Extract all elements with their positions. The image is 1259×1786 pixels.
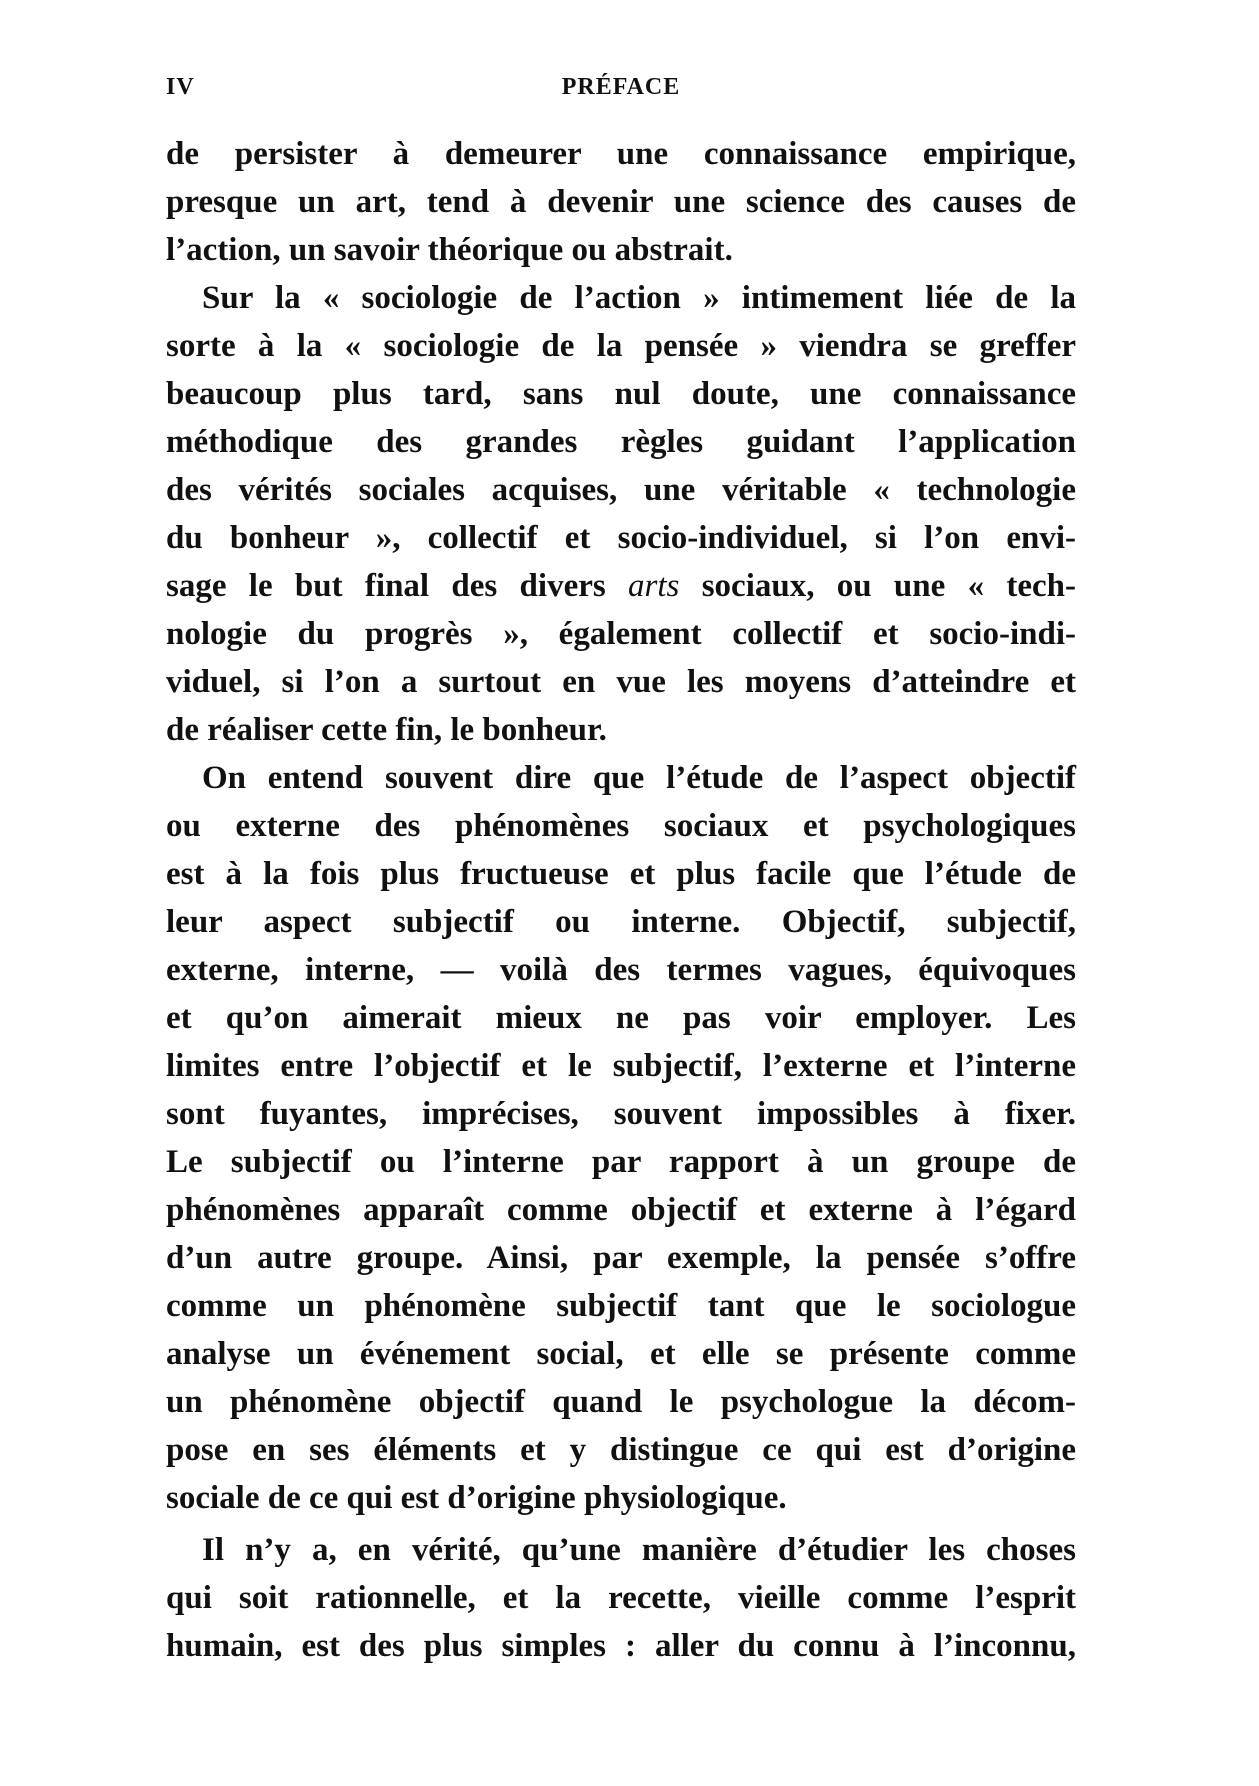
text-line: de persister à demeurer une connaissance empirique,	[166, 136, 1076, 172]
text-line: est à la fois plus fructueuse et plus facile que l’étude de	[166, 856, 1076, 892]
text-line: phénomènes apparaît comme objectif et externe à l’égard	[166, 1192, 1076, 1228]
page-body	[166, 130, 1076, 1670]
text-segment: sage le but final des divers	[166, 568, 606, 604]
text-line: limites entre l’objectif et le subjectif, l’externe et l’interne	[166, 1048, 1076, 1084]
text-line: nologie du progrès », également collectif et socio-indi-	[166, 616, 1076, 652]
text-line: d’un autre groupe. Ainsi, par exemple, la pensée s’offre	[166, 1240, 1076, 1276]
text-line: sociale de ce qui est d’origine physiologique.	[166, 1480, 787, 1516]
text-line: des vérités sociales acquises, une véritable « technologie	[166, 472, 1076, 508]
text-line: qui soit rationnelle, et la recette, vieille comme l’esprit	[166, 1580, 1076, 1616]
text-line: Il n’y a, en vérité, qu’une manière d’étudier les choses	[202, 1532, 1076, 1568]
paragraph-4	[166, 1526, 1076, 1670]
text-line: Le subjectif ou l’interne par rapport à un groupe de	[166, 1144, 1076, 1180]
text-line: On entend souvent dire que l’étude de l’aspect objectif	[202, 760, 1076, 796]
text-line-with-italic	[166, 562, 1076, 610]
text-line: ou externe des phénomènes sociaux et psychologiques	[166, 808, 1076, 844]
text-line: Sur la « sociologie de l’action » intimement liée de la	[202, 280, 1076, 316]
text-line: un phénomène objectif quand le psychologue la décom-	[166, 1384, 1076, 1420]
text-line: leur aspect subjectif ou interne. Objectif, subjectif,	[166, 904, 1076, 940]
text-line: du bonheur », collectif et socio-individuel, si l’on envi-	[166, 520, 1076, 556]
text-line: pose en ses éléments et y distingue ce qui est d’origine	[166, 1432, 1076, 1468]
text-segment: sociaux, ou une « tech-	[701, 568, 1077, 604]
running-title: PRÉFACE	[561, 74, 681, 100]
text-line: presque un art, tend à devenir une science des causes de	[166, 184, 1076, 220]
paragraph-1	[166, 130, 1076, 274]
text-line: de réaliser cette fin, le bonheur.	[166, 712, 607, 748]
text-line: analyse un événement social, et elle se présente comme	[166, 1336, 1076, 1372]
text-line: humain, est des plus simples : aller du connu à l’inconnu,	[166, 1628, 1076, 1664]
text-line: et qu’on aimerait mieux ne pas voir employer. Les	[166, 1000, 1076, 1036]
text-line: méthodique des grandes règles guidant l’application	[166, 424, 1076, 460]
text-line: sont fuyantes, imprécises, souvent impossibles à fixer.	[166, 1096, 1076, 1132]
text-line: comme un phénomène subjectif tant que le sociologue	[166, 1288, 1076, 1324]
page-number: IV	[166, 74, 195, 100]
text-line: externe, interne, — voilà des termes vagues, équivoques	[166, 952, 1076, 988]
paragraph-2	[166, 274, 1076, 754]
page-header	[166, 74, 1076, 114]
paragraph-3	[166, 754, 1076, 1522]
text-line: l’action, un savoir théorique ou abstrait.	[166, 232, 733, 268]
text-line: beaucoup plus tard, sans nul doute, une connaissance	[166, 376, 1076, 412]
text-line: sorte à la « sociologie de la pensée » viendra se greffer	[166, 328, 1076, 364]
text-line: viduel, si l’on a surtout en vue les moyens d’atteindre et	[166, 664, 1076, 700]
italic-word: arts	[628, 568, 680, 604]
